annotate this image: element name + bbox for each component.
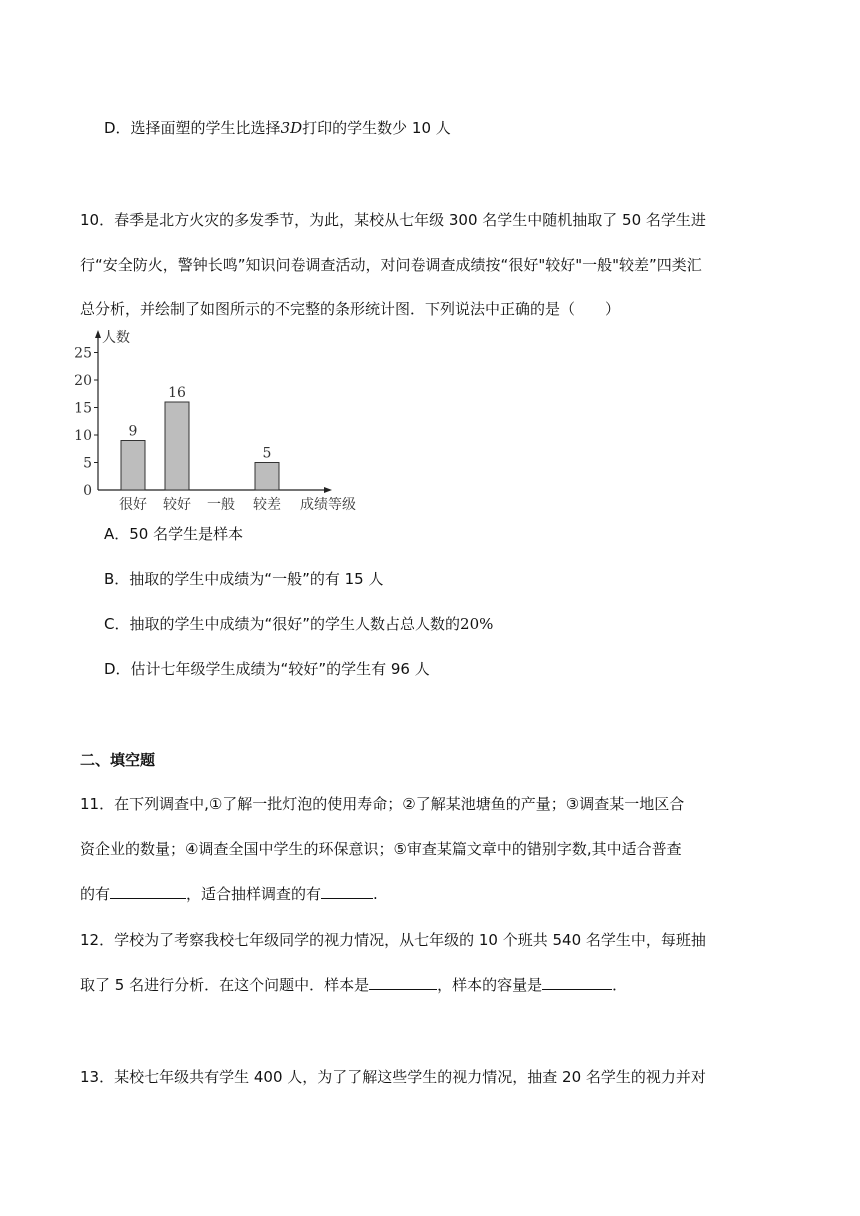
q9-option-d: [104, 118, 451, 138]
q12-line-1: 12．学校为了考察我校七年级同学的视力情况，从七年级的 10 个班共 540 名学生中，每班抽: [80, 931, 706, 949]
q10-line-2: 行“安全防火，警钟长鸣”知识问卷调查活动，对问卷调查成绩按“很好"较好"一般"较差”四类汇: [80, 256, 702, 274]
y-tick-label: 20: [74, 373, 92, 389]
y-axis-arrow: [95, 330, 101, 338]
q10-option-d: D．估计七年级学生成绩为“较好”的学生有 96 人: [104, 660, 430, 678]
q12-line-2: [80, 975, 627, 995]
bar: [165, 402, 189, 490]
x-tick-label: 很好: [119, 497, 147, 513]
bar-data-label: 5: [262, 445, 272, 462]
bar: [255, 463, 279, 491]
q11-line-1: 11．在下列调查中,①了解一批灯泡的使用寿命；②了解某池塘鱼的产量；③调查某一地区合: [80, 795, 685, 813]
x-axis-label: 成绩等级: [300, 497, 356, 513]
q12-blank-sample[interactable]: [369, 975, 437, 990]
y-tick-label: 5: [83, 455, 92, 472]
q11-line-3-text-a: 的有: [80, 885, 111, 903]
q12-line-2-text-a: 取了 5 名进行分析．在这个问题中．样本是: [80, 976, 370, 994]
q12-blank-capacity[interactable]: [542, 975, 612, 990]
q10-option-c: [104, 614, 493, 634]
q10-line-1: 10．春季是北方火灾的多发季节，为此，某校从七年级 300 名学生中随机抽取了 50 名学生进: [80, 211, 706, 229]
bar-data-label: 9: [128, 423, 138, 440]
y-tick-label: 10: [74, 428, 92, 444]
q9-option-d-math: 3D: [280, 119, 303, 137]
x-tick-label: 较差: [253, 497, 281, 513]
q11-line-3-text-c: .: [373, 885, 378, 903]
q10-option-c-text: C．抽取的学生中成绩为“很好”的学生人数占总人数的: [104, 615, 461, 633]
q10-option-a: A．50 名学生是样本: [104, 525, 244, 543]
q10-line-3: 总分析，并绘制了如图所示的不完整的条形统计图．下列说法中正确的是（ ）: [80, 300, 621, 318]
q13-line-1: 13．某校七年级共有学生 400 人，为了了解这些学生的视力情况，抽查 20 名学生的视力并对: [80, 1068, 706, 1086]
q9-option-d-text-pre: D．选择面塑的学生比选择: [104, 119, 281, 137]
x-tick-label: 较好: [163, 497, 191, 513]
bar: [121, 441, 145, 491]
y-tick-label: 15: [74, 400, 92, 417]
q11-line-3-text-b: ，适合抽样调查的有: [186, 885, 322, 903]
bar-data-label: 16: [168, 385, 186, 401]
y-tick-label: 0: [83, 483, 92, 499]
q11-blank-census[interactable]: [110, 884, 186, 899]
q11-blank-sample[interactable]: [321, 884, 373, 899]
q9-option-d-text-post: 打印的学生数少 10 人: [302, 119, 451, 137]
q10-option-b: B．抽取的学生中成绩为“一般”的有 15 人: [104, 570, 384, 588]
section-heading: 二、填空题: [80, 751, 156, 769]
q11-line-2: 资企业的数量；④调查全国中学生的环保意识；⑤审查某篇文章中的错别字数,其中适合普查: [80, 840, 682, 858]
x-tick-label: 一般: [207, 497, 235, 513]
bar-chart: [70, 326, 370, 516]
y-axis-label: 人数: [102, 330, 130, 346]
q12-line-2-text-b: ，样本的容量是: [437, 976, 543, 994]
q10-option-c-math: 20%: [460, 615, 494, 633]
q12-line-2-text-c: ．: [612, 976, 628, 994]
x-axis-arrow: [324, 487, 332, 493]
y-tick-label: 25: [74, 345, 92, 362]
q11-line-3: [80, 884, 378, 904]
